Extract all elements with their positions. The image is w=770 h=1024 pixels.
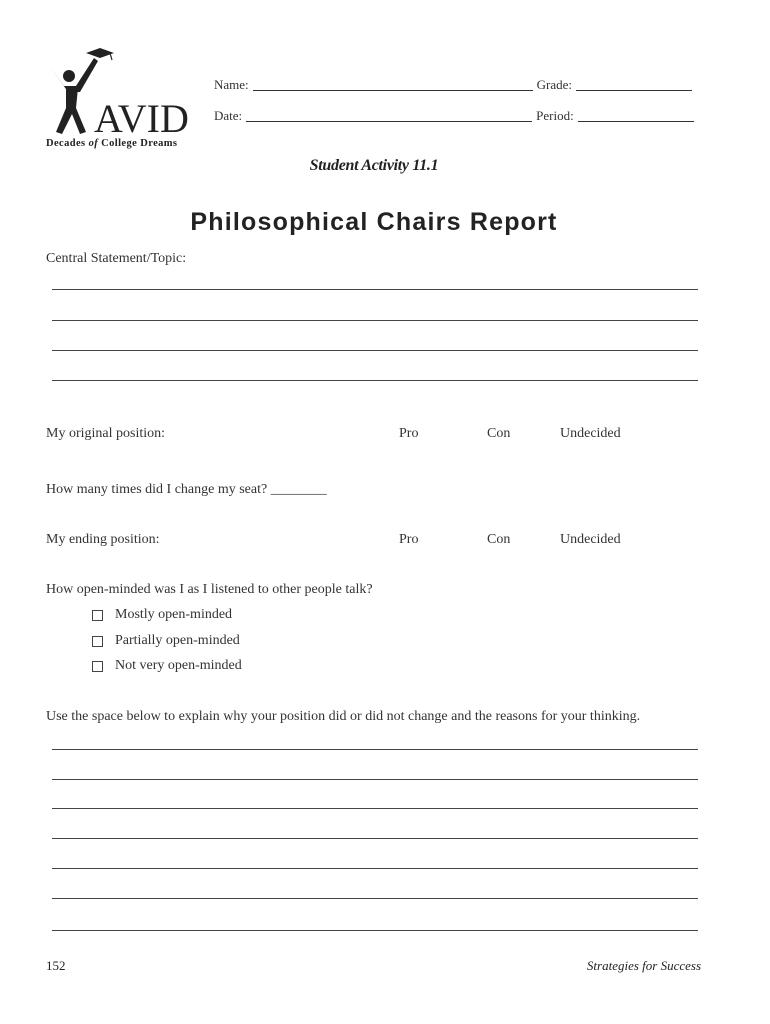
original-option-con[interactable]: Con: [487, 426, 511, 441]
explanation-line-1[interactable]: [52, 749, 698, 750]
ending-option-con[interactable]: Con: [487, 532, 511, 547]
name-label: Name:: [214, 77, 249, 92]
central-statement-line-3[interactable]: [52, 350, 698, 351]
logo-tagline: Decades of College Dreams: [46, 138, 178, 149]
choice-partially-open-minded[interactable]: [92, 633, 240, 649]
ending-option-pro[interactable]: Pro: [399, 532, 419, 547]
avid-wordmark: AVID: [94, 96, 189, 141]
page-number: 152: [46, 958, 66, 973]
ending-position-label: My ending position:: [46, 532, 160, 547]
book-title: Strategies for Success: [586, 958, 701, 973]
choice-label: Partially open-minded: [115, 633, 240, 648]
explanation-line-4[interactable]: [52, 838, 698, 839]
choice-label: Not very open-minded: [115, 658, 242, 673]
original-option-pro[interactable]: Pro: [399, 426, 419, 441]
page-title: Philosophical Chairs Report: [190, 208, 558, 236]
period-field[interactable]: [578, 109, 694, 122]
central-statement-line-4[interactable]: [52, 380, 698, 381]
period-label: Period:: [536, 108, 574, 123]
grade-field[interactable]: [576, 78, 692, 91]
date-field[interactable]: [246, 109, 532, 122]
checkbox-icon[interactable]: [92, 610, 103, 621]
date-label: Date:: [214, 108, 243, 123]
explanation-line-5[interactable]: [52, 868, 698, 869]
choice-not-very-open-minded[interactable]: [92, 658, 242, 674]
seat-change-question: How many times did I change my seat? ________: [46, 482, 327, 497]
open-minded-question: How open-minded was I as I listened to other people talk?: [46, 582, 373, 597]
original-option-undecided[interactable]: Undecided: [560, 426, 621, 441]
choice-label: Mostly open-minded: [115, 607, 233, 622]
explanation-line-2[interactable]: [52, 779, 698, 780]
explanation-line-3[interactable]: [52, 808, 698, 809]
grade-label: Grade:: [536, 77, 573, 92]
central-statement-line-1[interactable]: [52, 289, 698, 290]
ending-option-undecided[interactable]: Undecided: [560, 532, 621, 547]
choice-mostly-open-minded[interactable]: [92, 607, 232, 623]
explanation-line-6[interactable]: [52, 898, 698, 899]
checkbox-icon[interactable]: [92, 636, 103, 647]
central-statement-label: Central Statement/Topic:: [46, 251, 187, 266]
activity-label: Student Activity 11.1: [309, 157, 439, 174]
central-statement-line-2[interactable]: [52, 320, 698, 321]
checkbox-icon[interactable]: [92, 661, 103, 672]
name-grade-row: [214, 77, 696, 93]
original-position-label: My original position:: [46, 426, 165, 441]
date-period-row: [214, 108, 698, 124]
name-field[interactable]: [253, 78, 533, 91]
explanation-line-7[interactable]: [52, 930, 698, 931]
explanation-prompt: Use the space below to explain why your position did or did not change and the reasons for your thinking.: [46, 709, 641, 724]
